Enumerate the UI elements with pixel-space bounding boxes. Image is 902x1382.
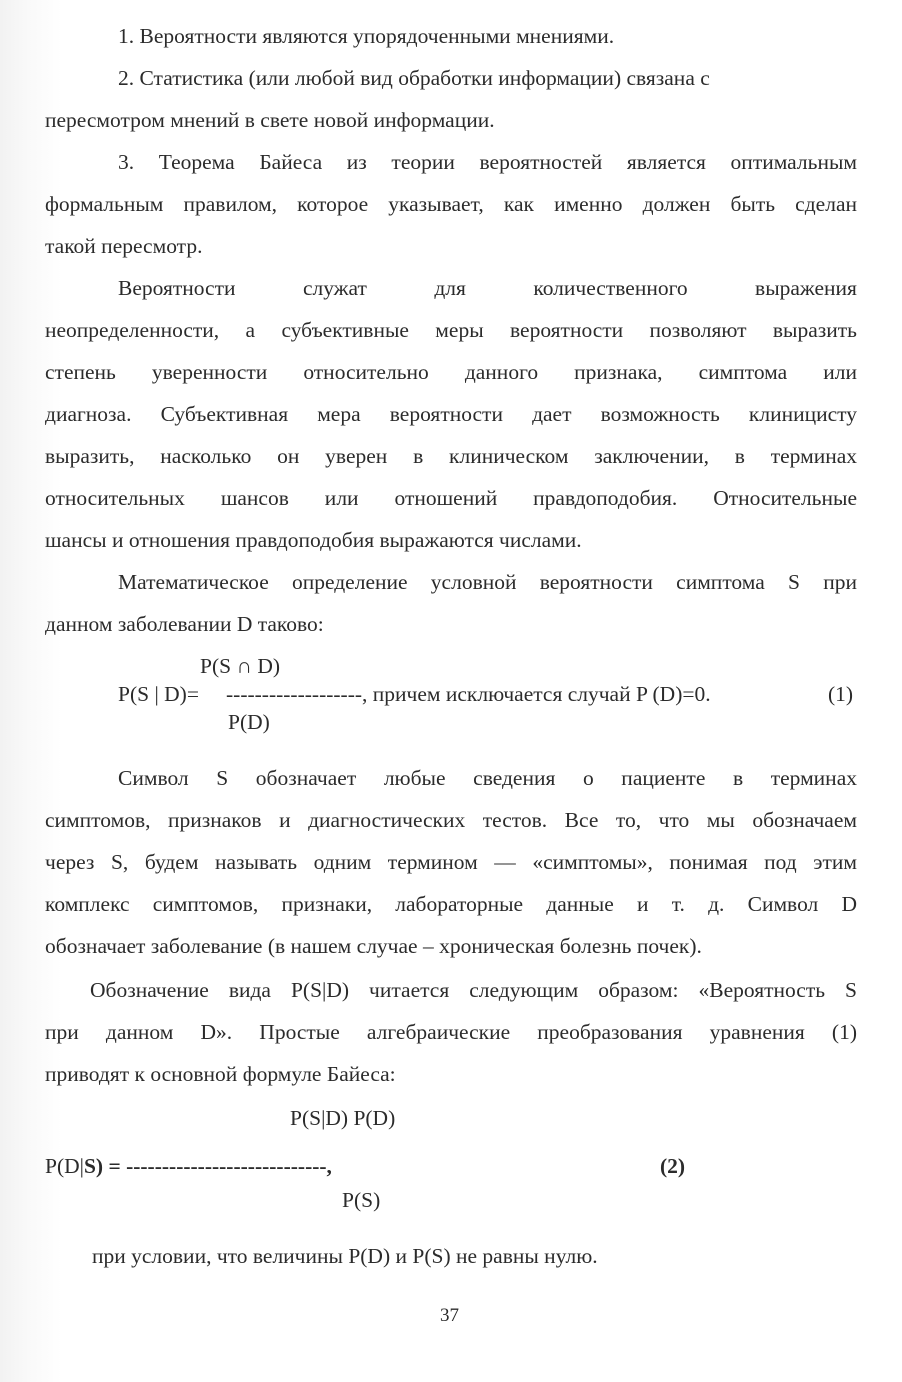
paragraph-4-line-7: шансы и отношения правдоподобия выражаются числами. (45, 528, 582, 552)
paragraph-7-line-1: Обозначение вида P(S|D) читается следующим образом: «Вероятность S (90, 978, 857, 1002)
paragraph-6-line-3: через S, будем называть одним термином — «симптомы», понимая под этим (45, 850, 857, 874)
paragraph-6-line-5: обозначает заболевание (в нашем случае – хроническая болезнь почек). (45, 934, 702, 958)
formula-2-denominator: P(S) (342, 1188, 381, 1212)
formula-2-numerator: P(S|D) P(D) (290, 1106, 396, 1130)
paragraph-1: 1. Вероятности являются упорядоченными мнениями. (118, 24, 615, 48)
paragraph-5-line-2: данном заболевании D таково: (45, 612, 324, 636)
formula-1-denominator: P(D) (228, 710, 270, 734)
formula-1-numerator: P(S ∩ D) (200, 654, 281, 678)
paragraph-6-line-2: симптомов, признаков и диагностических тестов. Все то, что мы обозначаем (45, 808, 857, 832)
paragraph-5-line-1: Математическое определение условной вероятности симптома S при (118, 570, 857, 594)
paragraph-7-line-3: приводят к основной формуле Байеса: (45, 1062, 396, 1086)
paragraph-4-line-2: неопределенности, а субъективные меры вероятности позволяют выразить (45, 318, 857, 342)
paragraph-4-line-3: степень уверенности относительно данного признака, симптома или (45, 360, 857, 384)
paragraph-2-line-1: 2. Статистика (или любой вид обработки информации) связана с (118, 66, 710, 90)
paragraph-6-line-4: комплекс симптомов, признаки, лабораторные данные и т. д. Символ D (45, 892, 857, 916)
paragraph-7-line-2: при данном D». Простые алгебраические преобразования уравнения (1) (45, 1020, 857, 1044)
paragraph-3-line-3: такой пересмотр. (45, 234, 203, 258)
formula-2-lhs: P(D|S) = ----------------------------, (45, 1154, 332, 1178)
paragraph-4-line-5: выразить, насколько он уверен в клиническом заключении, в терминах (45, 444, 857, 468)
paragraph-3-line-2: формальным правилом, которое указывает, как именно должен быть сделан (45, 192, 857, 216)
page-number: 37 (440, 1305, 459, 1326)
paragraph-2-line-2: пересмотром мнений в свете новой информации. (45, 108, 495, 132)
paragraph-4-line-1: Вероятности служат для количественного выражения (118, 276, 857, 300)
paragraph-8: при условии, что величины P(D) и P(S) не равны нулю. (92, 1244, 598, 1268)
paragraph-6-line-1: Символ S обозначает любые сведения о пациенте в терминах (118, 766, 857, 790)
formula-1-number: (1) (828, 682, 854, 706)
paragraph-4-line-4: диагноза. Субъективная мера вероятности дает возможность клиницисту (45, 402, 857, 426)
formula-1-lhs: P(S | D)= (118, 682, 199, 706)
paragraph-3-line-1: 3. Теорема Байеса из теории вероятностей является оптимальным (118, 150, 857, 174)
formula-1-fraction-and-condition: -------------------, причем исключается случай P (D)=0. (226, 682, 711, 706)
formula-2-number: (2) (660, 1154, 686, 1178)
paragraph-4-line-6: относительных шансов или отношений правдоподобия. Относительные (45, 486, 857, 510)
